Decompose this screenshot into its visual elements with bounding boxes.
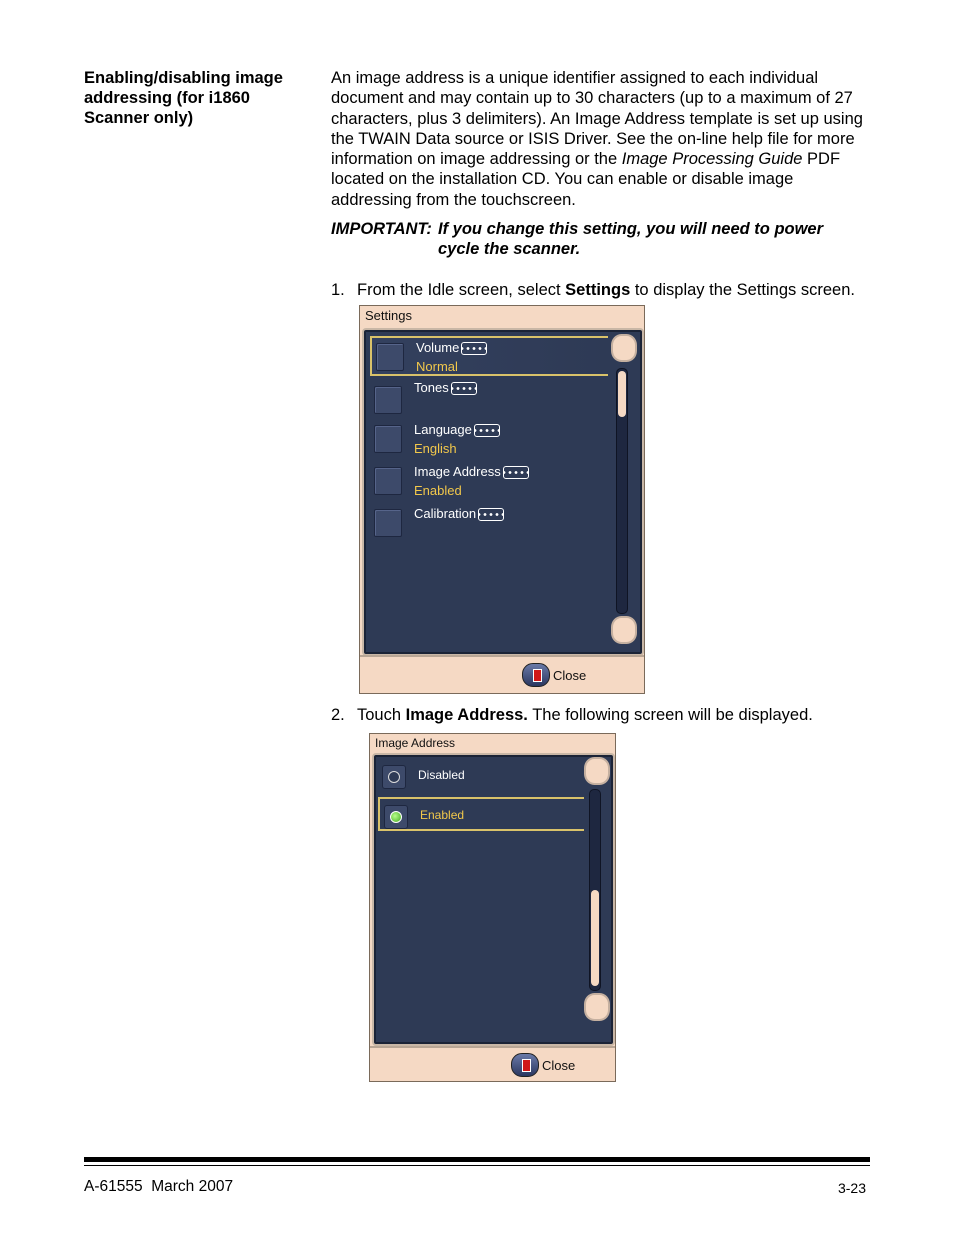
settings-screen (359, 305, 645, 694)
close-button[interactable]: Close (511, 1053, 575, 1077)
scroll-down-icon[interactable] (608, 616, 636, 646)
document-id: A-61555 March 2007 (84, 1178, 234, 1195)
screen-footer (370, 1046, 615, 1081)
screen-title: Image Address (375, 736, 456, 750)
guide-title: Image Processing Guide (621, 150, 803, 169)
more-options-icon (478, 508, 504, 521)
radio-button[interactable] (382, 765, 406, 789)
settings-item-calibration[interactable]: Calibration (370, 504, 608, 544)
settings-list (362, 328, 644, 656)
scrollbar[interactable] (616, 368, 628, 614)
settings-item-volume[interactable]: Volume Normal (370, 336, 608, 376)
important-note: IMPORTANT: If you change this setting, you will need to power cycle the scanner. (331, 220, 824, 259)
footer-rule-thin (84, 1165, 870, 1166)
checkbox[interactable] (374, 386, 402, 414)
exit-icon (522, 663, 550, 687)
important-label: IMPORTANT: (331, 220, 432, 238)
more-options-icon (461, 342, 487, 355)
checkbox[interactable] (374, 509, 402, 537)
option-enabled[interactable]: Enabled (378, 797, 584, 831)
scroll-up-icon[interactable] (608, 334, 636, 364)
more-options-icon (451, 382, 477, 395)
radio-button-selected[interactable] (384, 805, 408, 829)
checkbox[interactable] (374, 425, 402, 453)
page-number: 3-23 (837, 1180, 866, 1196)
checkbox[interactable] (376, 343, 404, 371)
settings-item-language[interactable]: Language English (370, 420, 608, 460)
scrollbar[interactable] (589, 789, 601, 991)
scroll-down-icon[interactable] (581, 993, 609, 1023)
image-address-screen (369, 733, 616, 1082)
step-2: 2. Touch Image Address. The following screen will be displayed. (331, 706, 813, 724)
more-options-icon (474, 424, 500, 437)
image-address-options (372, 753, 615, 1046)
step-1: 1. From the Idle screen, select Settings to display the Settings screen. (331, 281, 855, 299)
scroll-up-icon[interactable] (581, 757, 609, 787)
scroll-thumb[interactable] (591, 890, 599, 986)
settings-item-tones[interactable]: Tones (370, 378, 608, 418)
close-button[interactable]: Close (522, 663, 586, 687)
footer-rule (84, 1157, 870, 1162)
exit-icon (511, 1053, 539, 1077)
more-options-icon (503, 466, 529, 479)
scroll-thumb[interactable] (618, 371, 626, 417)
intro-paragraph: An image address is a unique identifier assigned to each individual document and may contain up to 30 characters (up to a maximum of 27 characters, plus 3 delimiters). An Image Address template is set up using the TWAIN Data source or ISIS Driver. See the on-line help file for more information on image addressing or the Image Processing Guide PDF located on the installation CD. You can enable or disable image addressing from the touchscreen. (331, 69, 863, 209)
settings-item-image-address[interactable]: Image Address Enabled (370, 462, 608, 502)
option-disabled[interactable]: Disabled (378, 759, 584, 793)
screen-title: Settings (365, 308, 412, 323)
checkbox[interactable] (374, 467, 402, 495)
screen-footer (360, 655, 644, 693)
section-heading: Enabling/disabling image addressing (for i1860 Scanner only) (84, 69, 283, 127)
